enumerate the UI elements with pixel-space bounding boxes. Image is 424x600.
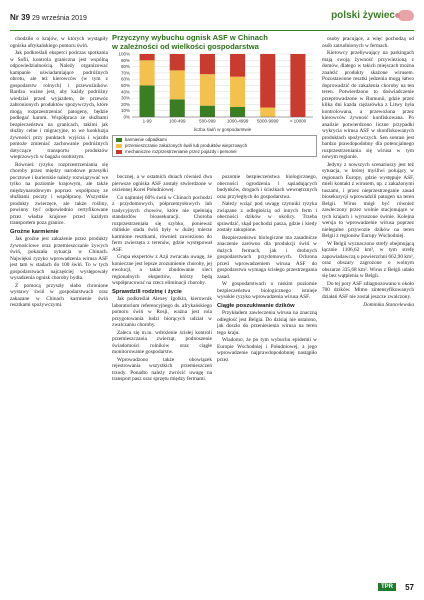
y-tick-label: 80% bbox=[120, 64, 130, 70]
legend-swatch bbox=[116, 144, 122, 148]
y-tick-label: 50% bbox=[120, 83, 130, 89]
page-footer bbox=[10, 583, 414, 595]
x-axis-label: liczba świń w gospodarstwie bbox=[193, 127, 252, 133]
x-tick-label: 1-99 bbox=[142, 118, 152, 124]
x-tick-label: 500-999 bbox=[199, 118, 216, 124]
paragraph: chodziło o krajów, w których wystąpiły ogniska afrykańskiego pomoru świń. bbox=[10, 36, 108, 49]
y-tick-label: 0% bbox=[123, 114, 130, 120]
paragraph: Z pomocą przyszły słabo chronione wystawy świń w gospodarstwach oraz zakazane w Chinach karmienie świń resztkami spożywczymi. bbox=[10, 282, 108, 308]
bar-segment bbox=[200, 106, 215, 117]
legend-swatch bbox=[116, 138, 122, 142]
paragraph: Kierowcy przebywający na parkingach mają swoją żywność przywiezioną z domów, dlatego w takich miejscach można znaleźć produkty skażone wirusem. Pozostawione resztki jedzenia mogą łatwo doprowadzić do zakażenia choroby na ten teren. Potwierdzono to doświadczenie przeprowadzone w Rumunii, gdzie przez kilka dni kazda ciężarówka z Litwy była kontrolowana, a przewożona przez kierowców żywność konfiskowana. Po analizie potwierdzono liczne przypadki wykrycia wirusa ASF w skonfiskowanych produktach spożywczych. Sen sonrası jest bardzo prawdopodobny dla potencjalnego rozprzestrzeniania się wirusa w tym nowym regionie. bbox=[322, 50, 414, 160]
legend-swatch bbox=[116, 150, 122, 154]
bar-segment bbox=[170, 100, 185, 118]
y-tick-label: 20% bbox=[120, 102, 130, 108]
y-tick-label: 60% bbox=[120, 76, 130, 82]
paragraph: Grupa ekspertów z Azji zwracała uwagę, że konieczne jest lepsze zrozumienie choroby, jej ewolucji, a także zbudowanie sieci regionalnych ekspertów, którzy będą współpracować na rzecz eliminacji choroby. bbox=[112, 254, 212, 286]
x-tick-label: 1000-4999 bbox=[226, 118, 249, 124]
paragraph: Do tej pory ASF zdiagnozowano u około 700 dzików. Mimo zintensyfikowanych działań ASF nie został jeszcze zwalczony. bbox=[322, 280, 414, 300]
paragraph: W Belgii wyznaczono strefy obejmującą łącznie 1106,62 km², w tym strefę zapowiadawczą o powierzchni 662,90 km², oraz obszary zagrożone o wolnym obszarze 335,68 km². Wirus z Belgii udało się bez wątpienia w Belgii. bbox=[322, 240, 414, 279]
brand-logo bbox=[331, 10, 414, 21]
publisher-logo: TPR bbox=[378, 583, 396, 591]
paragraph: Jak podkreślali eksperci podczas spotkania w Sofii, kontrola graniczna jest wspólną odpowiedzialnością. Należy organizować kampanie uświadamiające podróżnych obrotu, ale też kierowców (w tym z gospodarstw rolnych) i przewoźników. Bardzo ważne jest, aby każdy podróżny wiedział przed wyjazdem, że przewóz zabronionych produktów spożywczych, które mogą rozprzestrzeniać patogeny, będzie podlegać karom. Współpraca ze służbami bezpieczeństwa na granicach, takimi jak służby celne i migracyjne, to we konkluzja żywności przy punktach wyjścia i wjazdu pomoże zmieniać zachowanie podróżnych dotyczące transportu produktów wieprzowych w bagażu osobistym. bbox=[10, 50, 108, 160]
paragraph: osoby pracujące, a więc pochodzą od osób zatrudnionych w fermach. bbox=[322, 36, 414, 49]
issue-info bbox=[10, 13, 87, 22]
bar-segment bbox=[260, 54, 275, 108]
x-tick-label: > 10000 bbox=[289, 118, 307, 124]
issue-date: 29 września 2019 bbox=[31, 15, 87, 22]
paragraph: Co najmniej 60% świń w Chinach pochodzi z przydomowych, półprzemysłowych lub tradycyjnych chowów, które nie spełniają standardów bioasekuracji. Choroba rozprzestrzeniała się szybko, ponieważ chińskie stada świń były w dużej mierze karmione resztkami, również zawieziono do ferm zwierzęta z terenów, gdzie występował ASF. bbox=[112, 194, 212, 253]
y-tick-label: 40% bbox=[120, 89, 130, 95]
paragraph: Wprowadzono także obowiązek rejestrowania wszystkich przemieszczeń trzody. Ponadto należy zwrócić uwagę na transport pasz oraz sprzętu między fermami. bbox=[112, 356, 212, 382]
column-mid-left bbox=[112, 174, 212, 578]
bar-segment bbox=[140, 54, 155, 60]
x-tick-label: 5000-9999 bbox=[256, 118, 279, 124]
bar-segment bbox=[200, 54, 215, 74]
paragraph: Jak podkreślał Alexey Igolkin, kierownik laboratorium referencyjnego ds. afrykańskiego pomoru świń w Rosji, ważna jest rola przygotowania ludzi biorących udział w zwalczaniu choroby. bbox=[112, 296, 212, 328]
paragraph: Również ryzyko rozprzestrzeniania się choroby przez między narodowe przesyłki pocztowe i kurierskie należy rozwiązywać we tylko na poziomie krajowym, ale także międzynarodowym poprzez współpracę ze służbami poczty i współpracę. Wszystkie produkty zwierzęce, ale także rośliny, powinny być odpowiednio certyfikowane przez władze krajowe przed każdym transportem poza granice. bbox=[10, 161, 108, 226]
bar-segment bbox=[200, 74, 215, 106]
x-tick-label: 100-499 bbox=[168, 118, 186, 124]
chart-title bbox=[112, 34, 317, 51]
column-right bbox=[322, 36, 414, 578]
stacked-bar-chart bbox=[112, 51, 317, 133]
legend-label: mechaniczne rozprzestrzenianie przez pojazdy i personel bbox=[125, 149, 237, 155]
legend-item bbox=[116, 149, 313, 155]
legend-label: przemieszczanie zakażonych świń lub produktów wieprzowych bbox=[125, 143, 248, 149]
paragraph: Przykładem zawleczenia wirusa na znaczną odległość jest Belgia. Do dzisiaj nie ustalono, jak doszło do przeniesienia wirusa na teren tego kraju. bbox=[217, 310, 317, 336]
paragraph: Zaleca się m.in. wdrożenie ścisłej kontroli przemieszczania zwierząt, podnoszenie świadomości rolników oraz ciągłe monitorowanie gospodarstw. bbox=[112, 329, 212, 355]
bar-segment bbox=[230, 54, 245, 77]
paragraph: W gospodarstwach o niskim poziomie bezpieczeństwa biologicznego istnieje wysokie ryzyko wprowadzenia wirusa ASF. bbox=[217, 281, 317, 300]
paragraph: Jedyny z nowszych scenariuszy jest też sytuacja, w której myśliwi polujący w regionach Europy, gdzie występuje ASF, mieli kontakt z wirusem, np. z zakażonymi tuszami, i przez nieprzestrzeganie zasad biosekurycji wprowadzili patogen na teren Belgii. Wirus mógł być również zawleczony przez wolnie stacjonujące w tych krajach i wyruszone świnie. Kolejna wersja to wprowadzenie wirusa poprzez nielegalne przywozie dzików na teren Belgii z regionów Europy Wschodniej. bbox=[322, 161, 414, 239]
page-header bbox=[10, 10, 414, 30]
column-left bbox=[10, 36, 108, 578]
chart-figure bbox=[112, 34, 317, 171]
paragraph: Bezpieczeństwo biologiczne ma zasadnicze znaczenie zarówno dla produkcji świń w dużych fermach, jak i drobnych gospodarstwach przydomowych. Ochrona przed wprowadzeniem wirusa ASF do gospodarstwa wymaga ścisłego przestrzegania zasad. bbox=[217, 234, 317, 280]
header-rule bbox=[10, 30, 414, 31]
y-tick-label: 70% bbox=[120, 70, 130, 76]
bar-segment bbox=[230, 77, 245, 107]
section-heading: Groźne karmienie bbox=[10, 228, 59, 235]
chart-title-line2: w zależności od wielkości gospodarstwa bbox=[112, 41, 259, 51]
author-signature: Dominika Stancelewska bbox=[363, 302, 414, 308]
page-number: 57 bbox=[405, 583, 414, 592]
bar-segment bbox=[170, 71, 185, 100]
chart-legend bbox=[112, 135, 317, 157]
bar-segment bbox=[140, 60, 155, 85]
y-tick-label: 10% bbox=[120, 108, 130, 114]
brand-name: polski żywiec bbox=[331, 10, 395, 21]
paragraph: Należy wziąć pod uwagę czynniki ryzyka związane z odległością od innych ferm i obecności dzików w okolicy. Trzeba sprawdzić, skąd pochodzi pasza, gdzie i kiedy zostały zakupione. bbox=[217, 201, 317, 233]
bar-segment bbox=[170, 54, 185, 70]
bar-segment bbox=[140, 86, 155, 118]
chart-title-line1: Przyczyny wybuchu ognisk ASF w Chinach bbox=[112, 33, 268, 42]
bar-segment bbox=[260, 108, 275, 117]
paragraph: Jak groźne jest zakażenie przez produkty żywnościowe oraz przemieszczanie żywych świń, pokazała sytuacja w Chinach. Najwięksi ryzyko wprowadzenia wirusa ASF jest tam w stadach do 100 świń. To w tych gospodarstwach najczęściej występowały wysadzenia ognisk choroby bydła. bbox=[10, 236, 108, 281]
pig-icon bbox=[398, 10, 414, 21]
paragraph: pozomie bezpieczeństwa biologicznego, obecności ogrodzenia i sąsiadujących budynków, drogach i ścieżkach wewnętrznych oraz przyległych do gospodarstwa. bbox=[217, 174, 317, 200]
section-heading: Ciągłe poszukiwanie dzików bbox=[217, 302, 295, 309]
bar-segment bbox=[230, 107, 245, 117]
section-heading: Sprawdzili rodzinę i życie bbox=[112, 288, 182, 295]
paragraph: bocznej, a w ostatnich dniach również dwa pierwsze ogniska ASF zostały stwierdzone w ościennej Korei Południowej. bbox=[112, 174, 212, 193]
bar-segment bbox=[290, 54, 305, 117]
paragraph: Wiadomo, że po tym wybuchu epidemii w Europie Wschodniej i Południowej, a jego wprowadzenie najprawdopodobniej nastąpiło przez bbox=[217, 337, 317, 363]
y-tick-label: 30% bbox=[120, 95, 130, 101]
y-tick-label: 100% bbox=[118, 51, 130, 57]
y-tick-label: 90% bbox=[120, 57, 130, 63]
column-mid-right bbox=[217, 174, 317, 578]
legend-label: karmienie odpadkami bbox=[125, 137, 167, 143]
issue-number: Nr 39 bbox=[10, 13, 31, 22]
